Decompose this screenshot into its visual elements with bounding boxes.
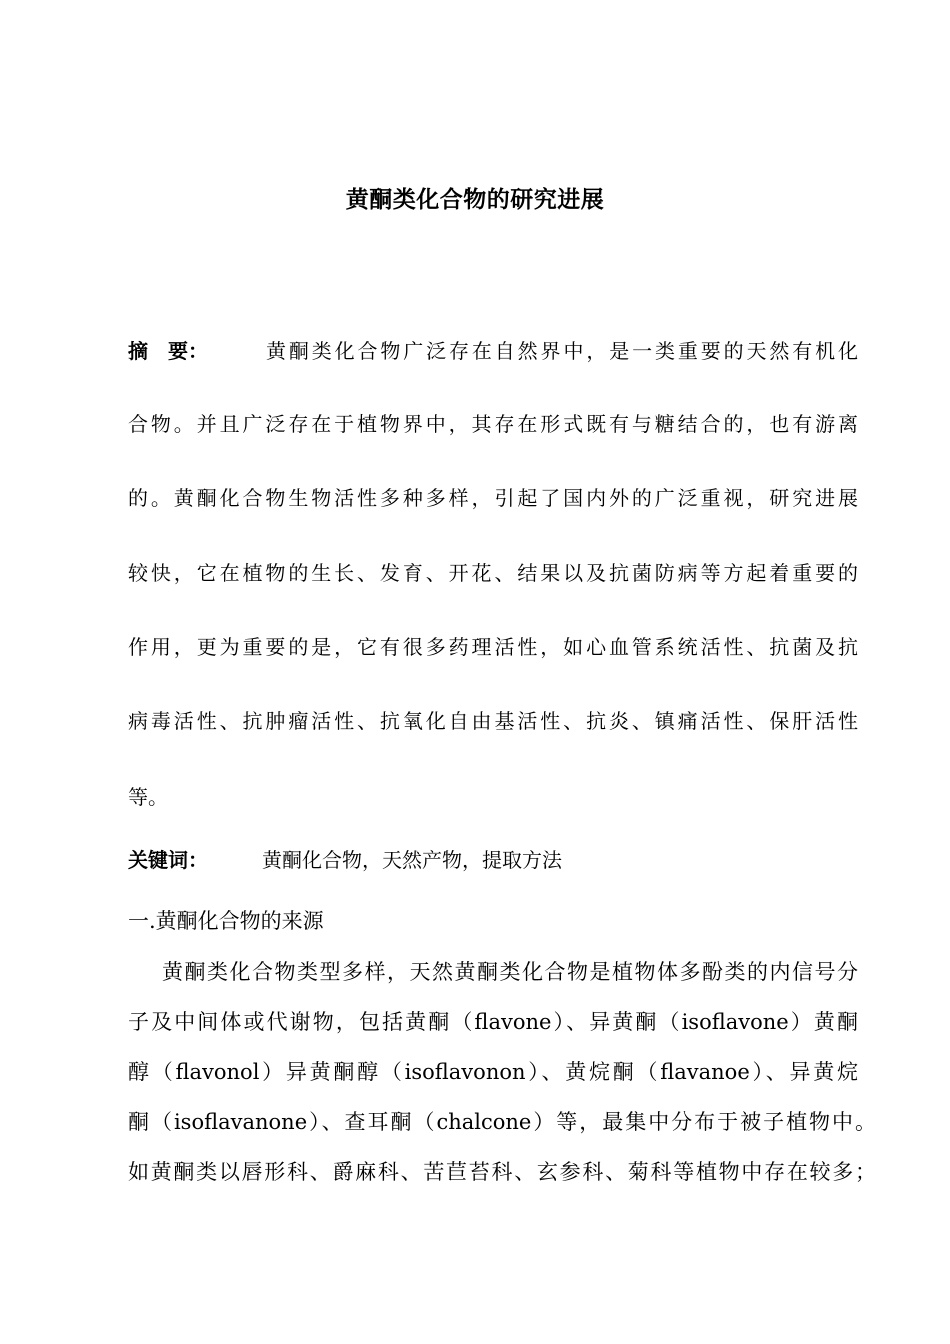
abstract-line-1	[128, 336, 858, 366]
abstract-line-5: 作用，更为重要的是，它有很多药理活性，如心血管系统活性、抗菌及抗	[128, 635, 858, 659]
section-heading: 一.黄酮化合物的来源	[128, 909, 324, 933]
body-line-3: 醇（flavonol）异黄酮醇（isoflavonon）、黄烷酮（flavanoe）、异黄烷	[128, 1060, 858, 1084]
body-line-2: 子及中间体或代谢物，包括黄酮（flavone）、异黄酮（isoflavone）黄酮	[128, 1010, 858, 1034]
keywords-row	[128, 845, 562, 876]
abstract-line-2: 合物。并且广泛存在于植物界中，其存在形式既有与糖结合的，也有游离	[128, 412, 858, 436]
body-line-1: 黄酮类化合物类型多样，天然黄酮类化合物是植物体多酚类的内信号分	[162, 960, 858, 984]
document-title: 黄酮类化合物的研究进展	[345, 187, 605, 213]
abstract-line-7: 等。	[128, 785, 168, 809]
abstract-line-6: 病毒活性、抗肿瘤活性、抗氧化自由基活性、抗炎、镇痛活性、保肝活性	[128, 709, 858, 733]
body-line-5: 如黄酮类以唇形科、爵麻科、苦苣苔科、玄参科、菊科等植物中存在较多；	[128, 1160, 876, 1184]
keywords-label: 关键词：	[128, 848, 208, 872]
keywords-text: 黄酮化合物，天然产物，提取方法	[262, 848, 562, 872]
abstract-text: 黄酮类化合物广泛存在自然界中，是一类重要的天然有机化	[266, 339, 858, 363]
body-line-4: 酮（isoflavanone）、查耳酮（chalcone）等，最集中分布于被子植物中。	[128, 1110, 876, 1134]
abstract-label: 摘 要：	[128, 339, 208, 363]
abstract-line-4: 较快，它在植物的生长、发育、开花、结果以及抗菌防病等方起着重要的	[128, 561, 858, 585]
abstract-line-3: 的。黄酮化合物生物活性多种多样，引起了国内外的广泛重视，研究进展	[128, 486, 858, 510]
